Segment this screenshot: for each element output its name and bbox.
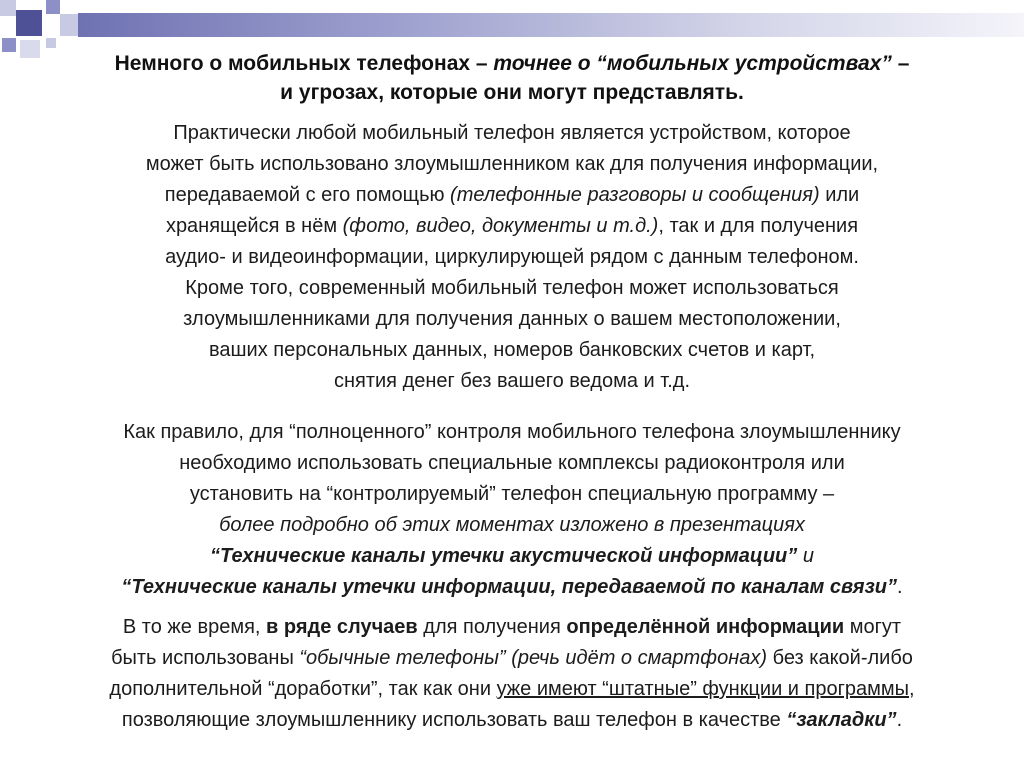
paragraph-threats: Практически любой мобильный телефон является устройством, которое может быть использовано злоумышленником как для получения информации, передаваемой с его помощью (телефонные разговоры и сообщения) или хранящейся в нём (фото, видео, документы и т.д.), так и для получения аудио- и видеоинформации, циркулирующей рядом с данным телефоном. Кроме того, современный мобильный телефон может использоваться злоумышленниками для получения данных о вашем местоположении, ваших персональных данных, номеров банковских счетов и карт, снятия денег без вашего ведома и т.д. [145,122,879,392]
decor-square [60,14,78,36]
paragraph-control: Как правило, для “полноценного” контроля мобильного телефона злоумышленнику необходимо использовать специальные комплексы радиоконтроля или установить на “контролируемый” телефон специальную программу – более подробно об этих моментах изложено в презентациях “Технические каналы утечки акустической информации” и “Технические каналы утечки информации, передаваемой по каналам связи”. [121,421,903,598]
decor-square [16,10,42,36]
decor-square [46,0,60,14]
slide-title: Немного о мобильных телефонах – точнее о “мобильных устройствах” – и угрозах, которые они могут представлять. [114,52,910,104]
decor-square [46,38,56,48]
decor-square [20,40,40,58]
decor-square [2,38,16,52]
decor-square [0,0,16,16]
paragraph-smartphones: В то же время, в ряде случаев для получения определённой информации могут быть использованы “обычные телефоны” (речь идёт о смартфонах) без какой-либо дополнительной “доработки”, так как они уже имеют “штатные” функции и программы, позволяющие злоумышленнику использовать ваш телефон в качестве “закладки”. [109,616,915,731]
header-gradient-bar [78,13,1024,37]
